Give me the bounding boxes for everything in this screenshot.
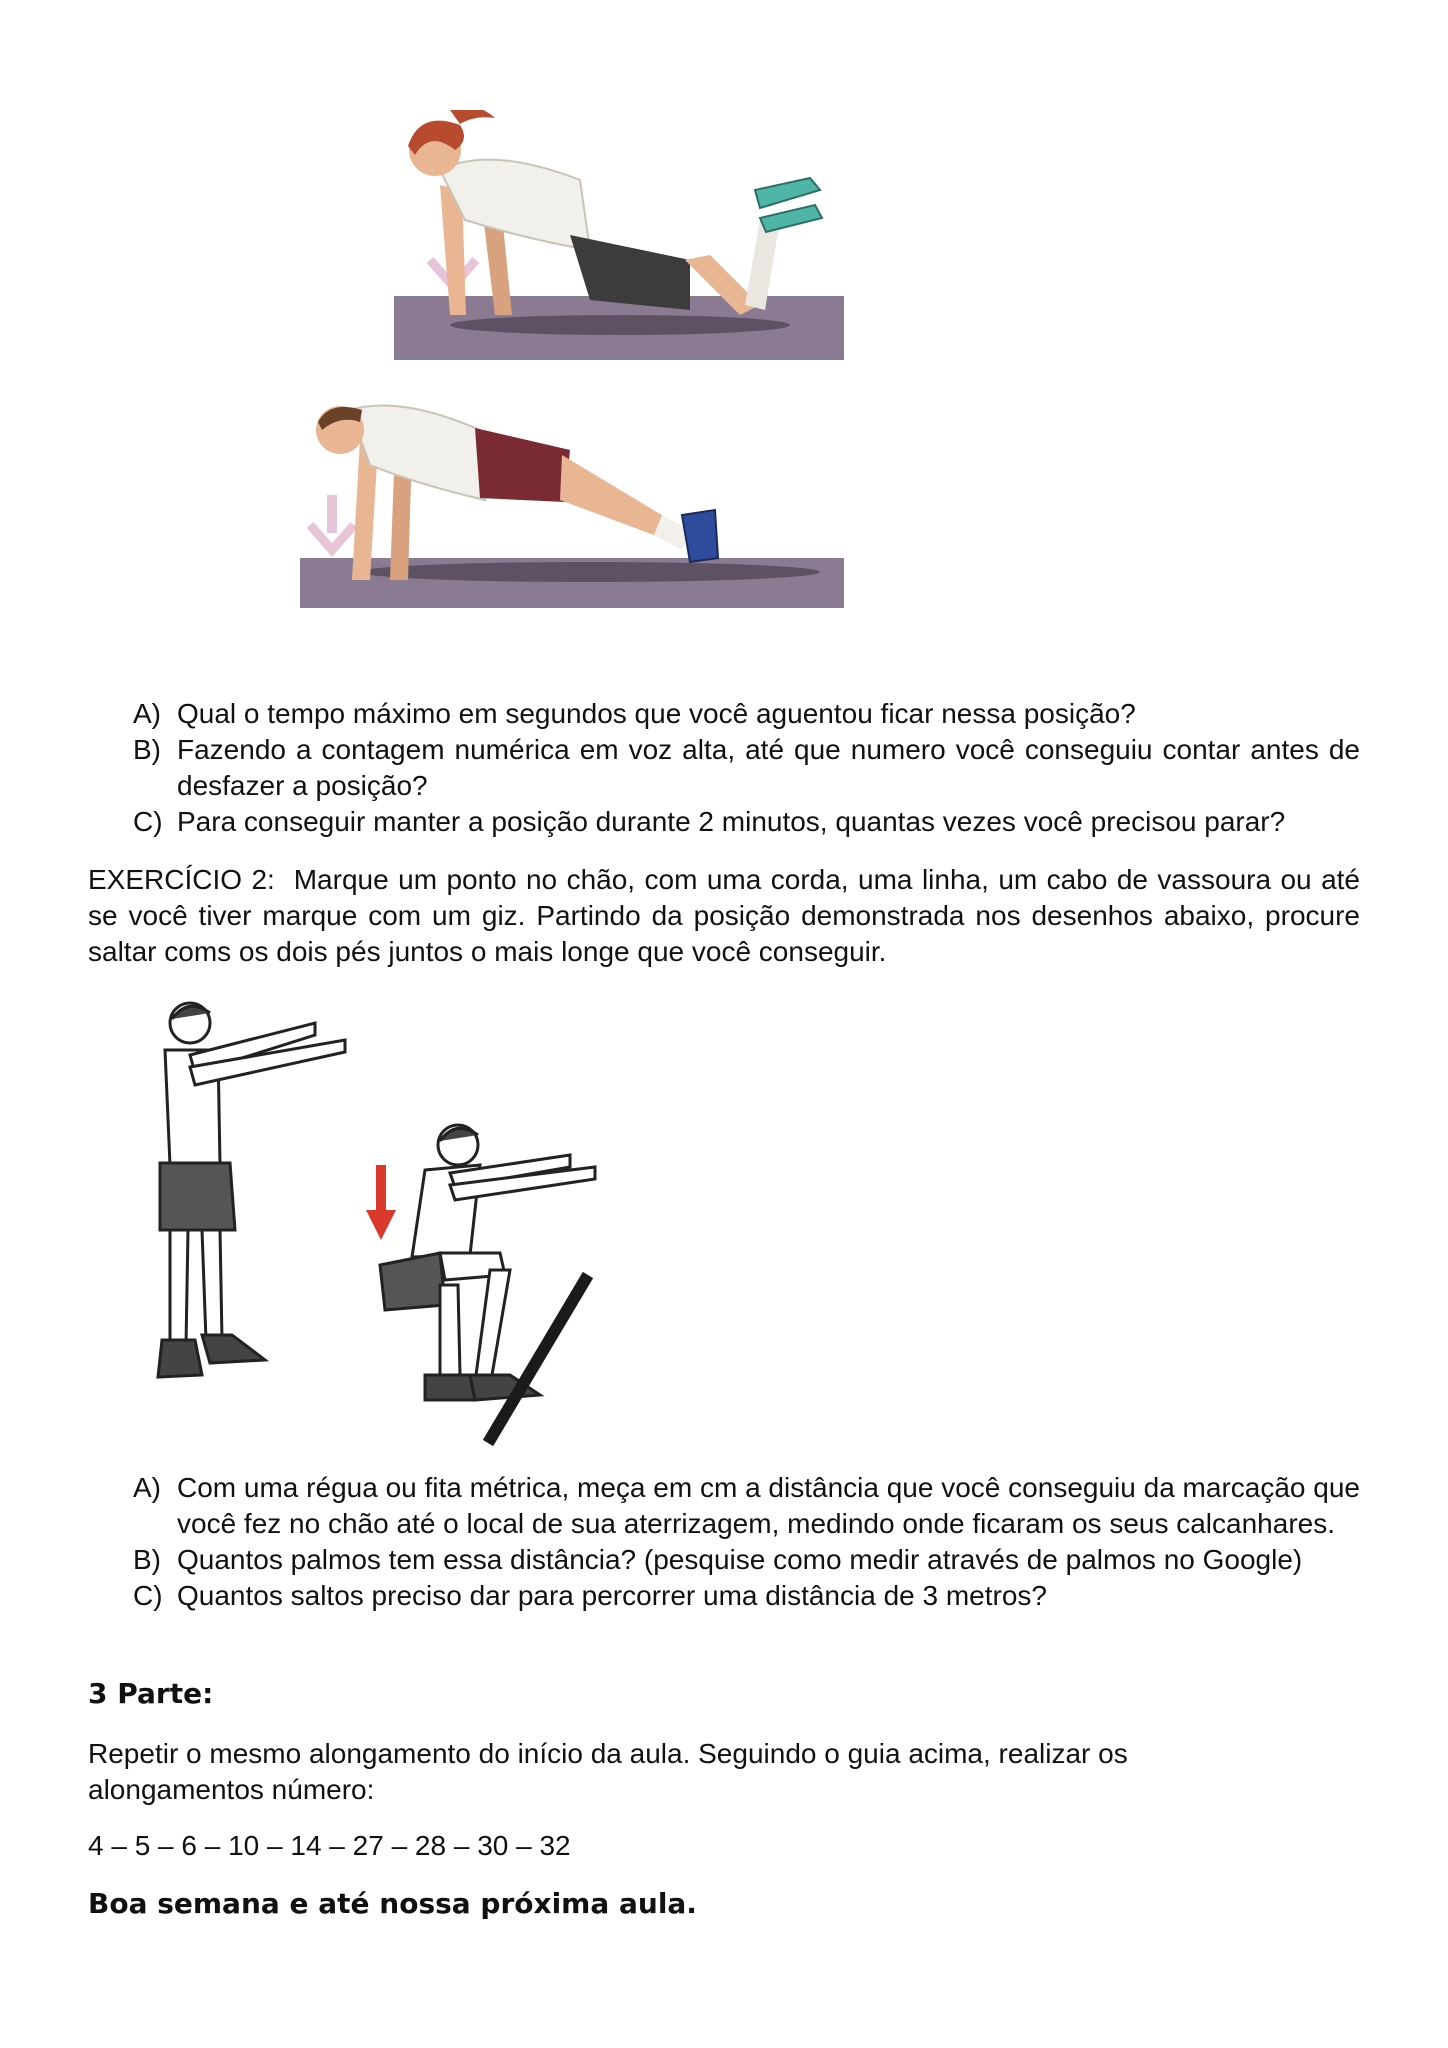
woman-knee-pushup xyxy=(394,110,844,360)
down-arrow-icon xyxy=(310,495,354,550)
closing-message: Boa semana e até nossa próxima aula. xyxy=(88,1887,697,1920)
question-1b: B) Fazendo a contagem numérica em voz alta, até que numero você conseguiu contar antes de desfazer a posição? xyxy=(133,734,1360,801)
pushup-illustration xyxy=(290,110,870,620)
exercise2-paragraph xyxy=(88,862,1360,970)
question-2b: B) Quantos palmos tem essa distância? (pesquise como medir através de palmos no Google) xyxy=(133,1544,1303,1575)
section2-question-list xyxy=(133,1470,1360,1614)
down-arrow-icon xyxy=(366,1165,396,1240)
man-standing-arms-forward xyxy=(158,1003,345,1377)
question-2c: C) Quantos saltos preciso dar para percorrer uma distância de 3 metros? xyxy=(133,1580,1047,1611)
question-2a: A) Com uma régua ou fita métrica, meça em cm a distância que você conseguiu da marcação que você fez no chão até o local de sua aterrizagem, medindo onde ficaram os seus calcanhares. xyxy=(133,1472,1360,1539)
part3-stretch-numbers: 4 – 5 – 6 – 10 – 14 – 27 – 28 – 30 – 32 xyxy=(88,1830,571,1861)
exercise2-heading: EXERCÍCIO 2: xyxy=(88,864,275,895)
man-squatting-arms-forward xyxy=(380,1125,595,1400)
exercise2-text: Marque um ponto no chão, com uma corda, uma linha, um cabo de vassoura ou até se você tiver marque com um giz. Partindo da posição demonstrada nos desenhos abaixo, procure saltar coms os dois pés juntos o mais longe que você conseguir. xyxy=(88,864,1360,967)
part3-text: Repetir o mesmo alongamento do início da aula. Seguindo o guia acima, realizar os alongamentos número: xyxy=(88,1738,1128,1805)
jump-illustration xyxy=(140,995,630,1455)
man-plank-pushup xyxy=(300,406,844,609)
part3-heading: 3 Parte: xyxy=(88,1677,214,1710)
question-1c: C) Para conseguir manter a posição durante 2 minutos, quantas vezes você precisou parar? xyxy=(133,806,1286,837)
section1-question-list xyxy=(133,696,1360,840)
question-1a: A) Qual o tempo máximo em segundos que você aguentou ficar nessa posição? xyxy=(133,698,1136,729)
